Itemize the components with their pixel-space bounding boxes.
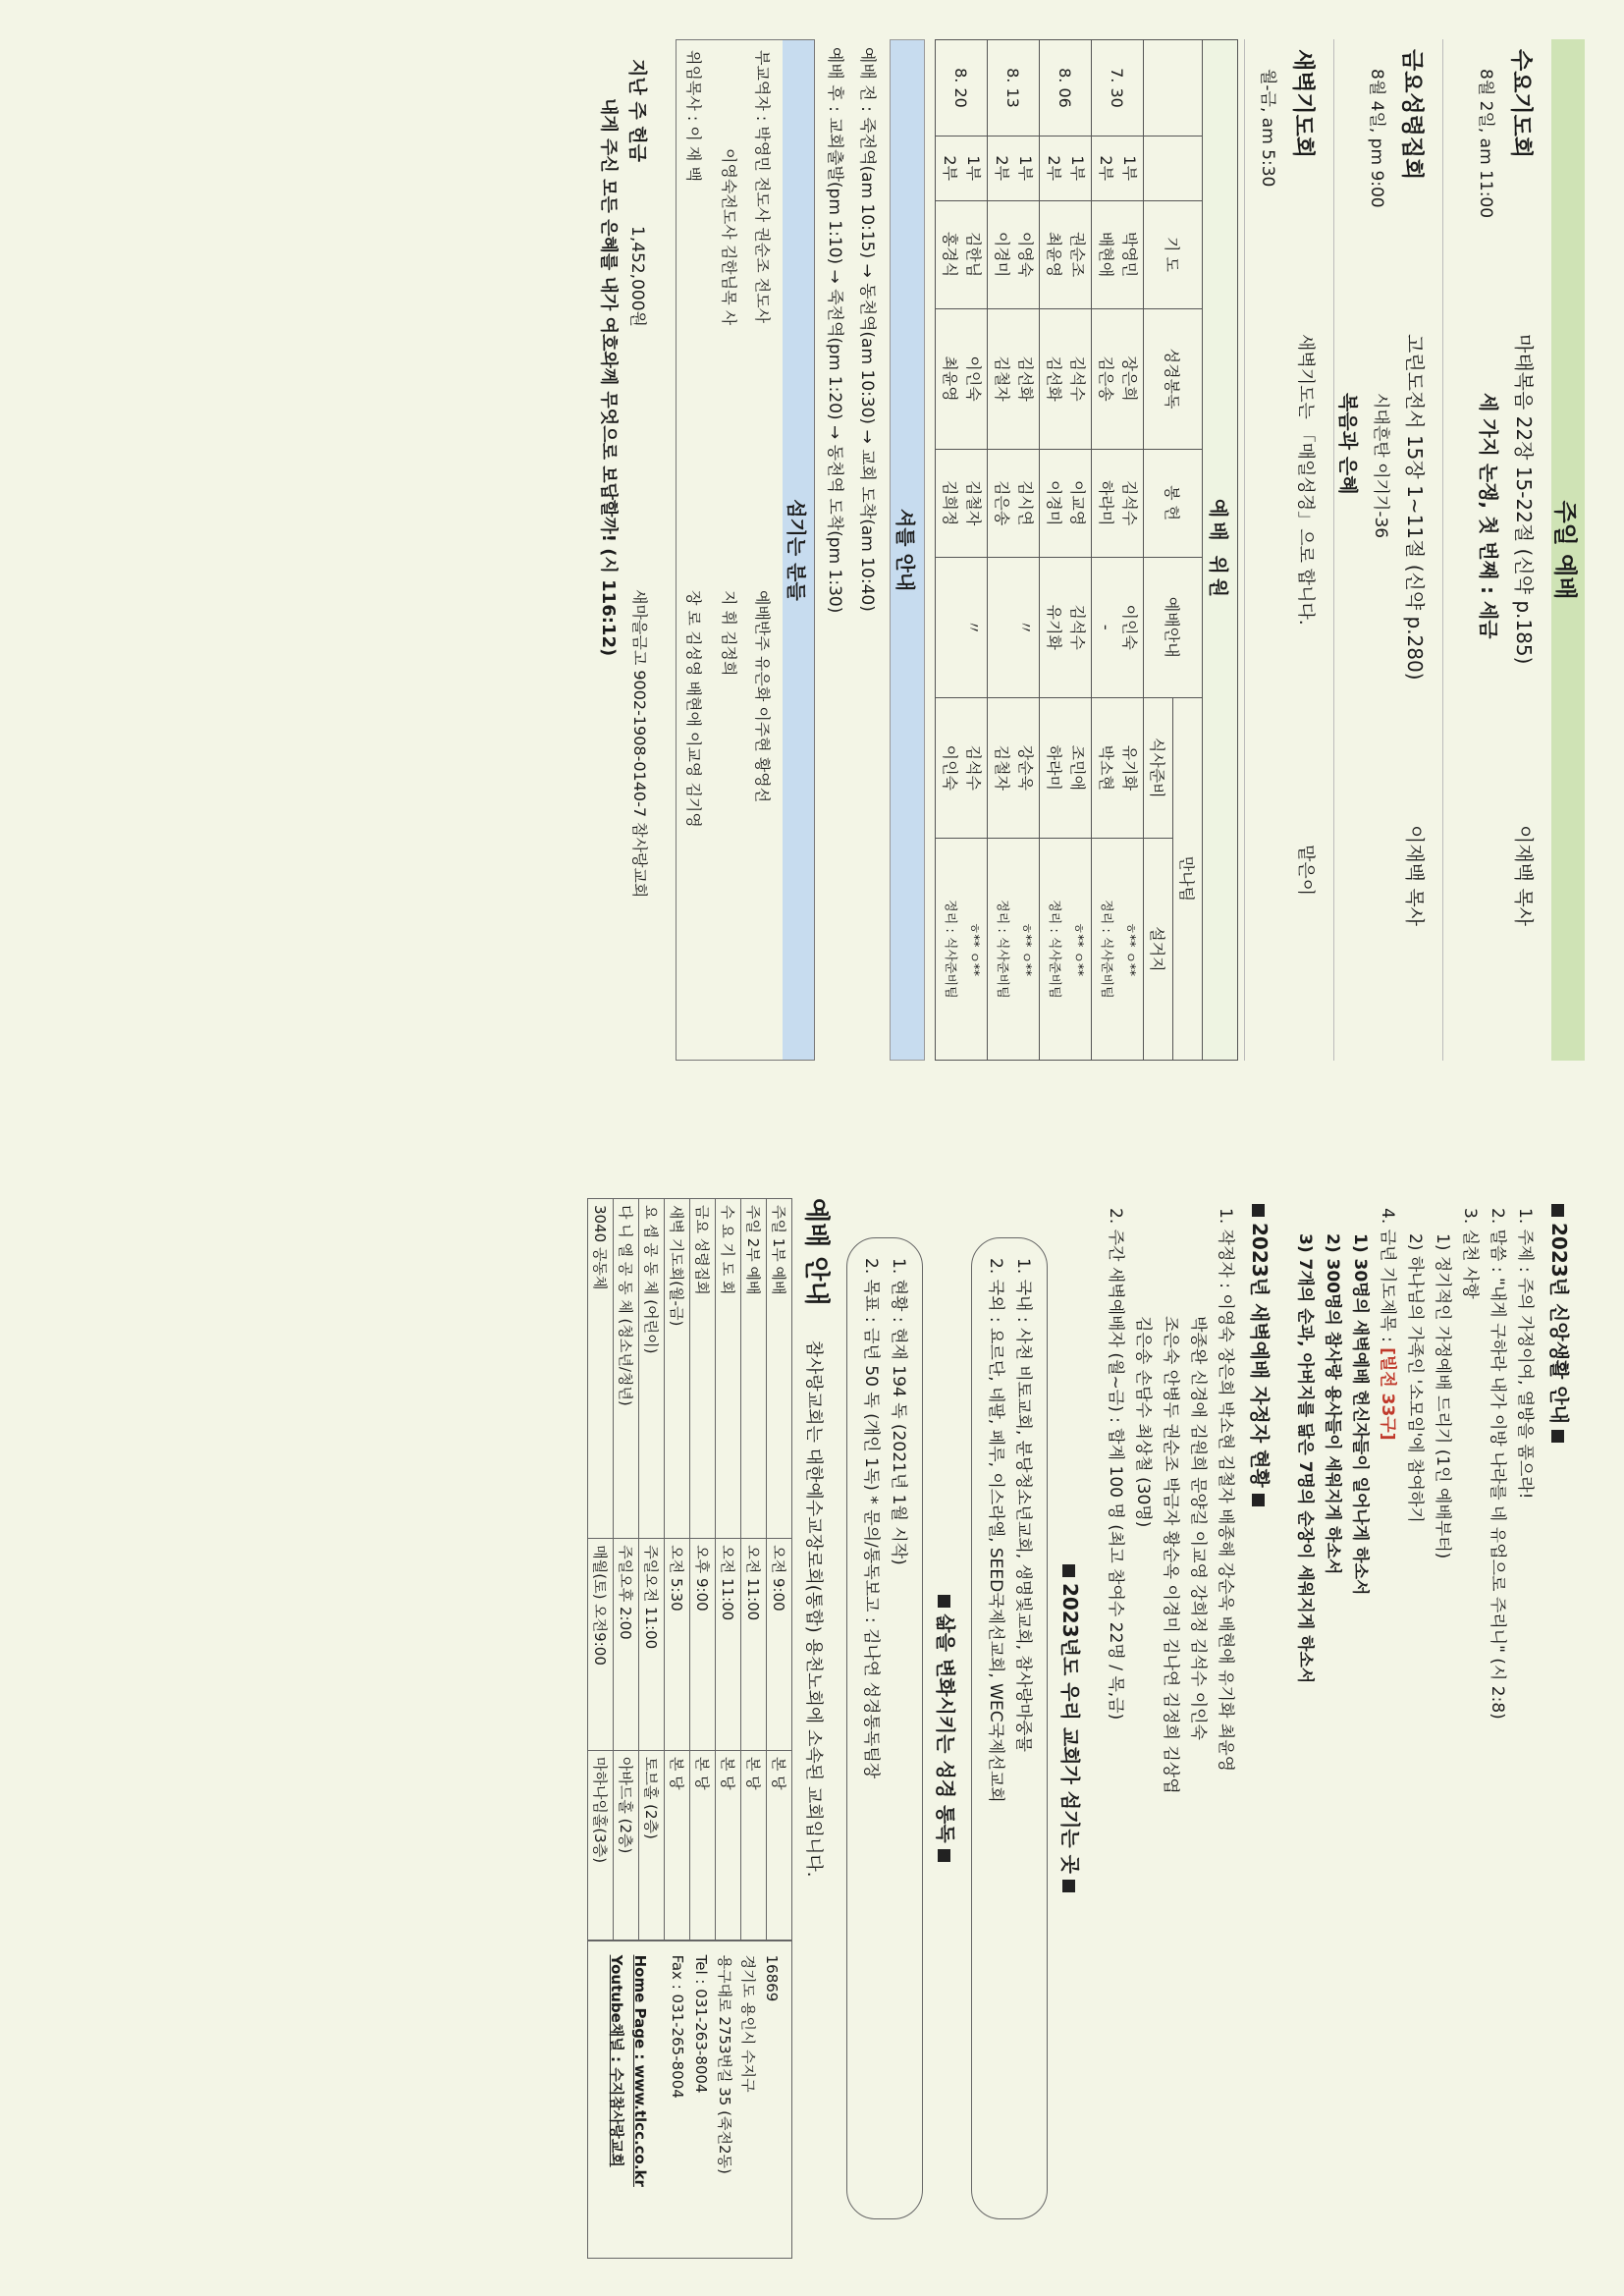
left-panel (33, 39, 1585, 1061)
duty-value: 2부 (993, 155, 1011, 182)
duty-cell-slots (988, 136, 1040, 200)
duty-value: 박소현 (1097, 744, 1115, 791)
duty-value: 장은희 (1120, 355, 1139, 402)
prayer-topic-ref: [빌전 33구] (1378, 1347, 1397, 1441)
dawn-list: 김은송 손담수 최상철 (30명) (1133, 1316, 1153, 1528)
square-bullet-icon (1062, 1880, 1075, 1892)
shuttle-after: 예배 후 : 교회출발(pm 1:10) → 죽전역(pm 1:20) → 동천역 도착(pm 1:30) (825, 47, 844, 614)
duty-row (1040, 40, 1092, 1061)
service-name: 새벽기도회 (1290, 49, 1316, 159)
servants-text: 예배반주 유은화 이주현 황영선 (753, 590, 772, 803)
duty-row (988, 40, 1040, 1061)
duty-title: 예배 위원 (1203, 40, 1238, 1061)
dawn-weekly: 2. 주간 새벽예배자 (월~금) : 합계 100 명 (최고 참여수 22명 / 목,금) (1106, 1208, 1125, 1721)
duty-value: 유기화 (1120, 744, 1139, 791)
faith-practice: 3. 실천 사항 (1460, 1208, 1480, 1299)
offering-footer (598, 39, 662, 1061)
duty-value: 김시연 (1016, 479, 1035, 526)
duty-value: 최윤영 (1045, 231, 1063, 278)
duty-cell-offering (936, 449, 988, 557)
service-time: 8월 2일, am 11:00 (1476, 69, 1495, 219)
service-time: 8월 4일, pm 9:00 (1367, 69, 1386, 208)
duty-value: 강순욱 (1016, 744, 1035, 791)
servants-header: 섬기는 분들 (783, 40, 814, 1060)
worship-row (767, 1199, 792, 1941)
worship-name: 주일 2부 예배 (741, 1199, 767, 1539)
dawn-section-title (1247, 1198, 1275, 2259)
dawn-section (1102, 1198, 1239, 2259)
preacher: 이재백 목사 (1403, 825, 1427, 926)
duty-cell-guide (988, 557, 1040, 697)
square-bullet-icon (938, 1595, 950, 1608)
duty-cell-dish (936, 838, 988, 1060)
duty-value: 김철자 (993, 355, 1011, 402)
duty-value: 이영숙 (1016, 231, 1035, 278)
bible-verse: 내게 주신 모든 은혜를 내가 여호와께 무엇으로 보답할까! (시 116:12) (598, 98, 619, 657)
duty-cell-dish (1092, 838, 1144, 1060)
duty-value: 2부 (1097, 155, 1115, 182)
worship-row (741, 1199, 767, 1941)
duty-value: 이경미 (1045, 479, 1063, 526)
square-bullet-icon (1062, 1564, 1075, 1577)
worship-place: 토브홀 (2층) (639, 1750, 665, 1940)
mission-domestic: 1. 국내 : 사천 비토교회, 분당청소년교회, 생명빛교회, 참사랑마중물 (1013, 1258, 1033, 1752)
homepage-link[interactable]: Home Page : www.tlcc.co.kr (631, 1954, 649, 2187)
square-bullet-icon (938, 1849, 950, 1862)
duty-cell-prayer (988, 200, 1040, 308)
duty-value: ㅎ** ㅇ** (1122, 921, 1137, 977)
duty-cell-guide (936, 557, 988, 697)
duty-value: ㅎ** ㅇ** (1070, 921, 1085, 977)
worship-time: 주일오후 2:00 (614, 1539, 639, 1751)
worship-place: 본 당 (767, 1750, 792, 1940)
duty-cell-offering (1040, 449, 1092, 557)
duty-date: 7. 30 (1092, 40, 1144, 137)
worship-place: 본 당 (741, 1750, 767, 1940)
duty-cell-reading (1040, 308, 1092, 449)
duty-value: 김철자 (993, 744, 1011, 791)
zip-code: 16869 (763, 1954, 781, 2002)
duty-value: 김석수 (1120, 479, 1139, 526)
duty-value (991, 560, 1012, 695)
servants-row (712, 40, 747, 1060)
square-bullet-icon (1252, 1204, 1265, 1217)
duty-value: 김석수 (964, 744, 983, 791)
worship-title: 예배 안내 (801, 1198, 831, 1306)
offering-header: 봉 헌 (1144, 449, 1203, 557)
duty-value: 김석수 (1068, 604, 1087, 650)
duty-cell-meal (1092, 697, 1144, 838)
duty-value: 정리 : 식사준비팀 (995, 900, 1009, 999)
mission-section-title (1057, 1198, 1086, 2259)
fax: Fax : 031-265-8004 (669, 1954, 686, 2099)
duty-value: 하라미 (1045, 744, 1063, 791)
duty-value: 유기화 (1045, 604, 1063, 650)
faith-word: 2. 말씀 : "내게 구하라 내가 이방 나라를 네 유업으로 주리니" (시 2:8) (1488, 1208, 1507, 1720)
address-line: 용구대로 2753번길 35 (죽전2동) (716, 1954, 733, 2174)
worship-time: 오전 11:00 (741, 1539, 767, 1751)
bible-section-title (933, 1198, 961, 2259)
shuttle-before: 예배 전 : 죽전역(am 10:15) → 동천역(am 10:30) → 교회 도착(am 10:40) (857, 47, 877, 612)
duty-value: 1부 (1016, 155, 1035, 182)
offering-total: 1,452,000원 (627, 226, 647, 327)
sermon-subtitle: 시대흔탄 이기기-36 (1371, 393, 1390, 539)
dish-header: 설거지 (1144, 838, 1173, 1060)
prayer-header: 기 도 (1144, 200, 1203, 308)
duty-cell-dish (1040, 838, 1092, 1060)
worship-guide (587, 1198, 792, 2259)
service-name: 수요기도회 (1508, 49, 1534, 159)
servants-box (676, 39, 815, 1061)
address-line: 경기도 용인시 수지구 (739, 1954, 757, 2093)
duty-value: 〃 (1016, 619, 1035, 635)
dawn-list: 1. 작정자 : 이영숙 장은희 박소현 김철자 배종해 강순욱 배현애 유기화 최윤영 (1216, 1208, 1235, 1773)
section-title: 2023년 신앙생활 안내 (1547, 1223, 1571, 1424)
duty-value (939, 560, 960, 695)
worship-time: 오전 9:00 (767, 1539, 792, 1751)
service-wednesday (1442, 39, 1551, 1061)
worship-guide-title (800, 1198, 837, 2259)
duty-cell-meal (936, 697, 988, 838)
duty-value: 정리 : 식사준비팀 (943, 900, 957, 999)
prayer-topic-item: 1) 30명의 새벽예배 헌신자들이 일어나게 하소서 (1350, 1233, 1370, 1596)
worship-subtitle: 참사랑교회는 대한예수교장로회(통합) 용천노회에 소속된 교회입니다. (803, 1339, 824, 1878)
duty-cell-prayer (1040, 200, 1092, 308)
youtube-link[interactable]: Youtube채널 : 수지참사랑교회 (608, 1954, 625, 2167)
worship-place: 마하나임홀(3층) (588, 1750, 614, 1940)
slot-header (1144, 136, 1203, 200)
section-title: 2023년도 우리 교회가 섬기는 곳 (1058, 1582, 1082, 1875)
faith-theme: 1. 주제 : 주의 가정이여, 열방을 품으라! (1515, 1208, 1535, 1500)
worship-name: 금요 성령집회 (690, 1199, 716, 1539)
faith-section-title (1546, 1198, 1575, 2259)
duty-cell-offering (1092, 449, 1144, 557)
duty-table (935, 39, 1238, 1061)
section-title: 삶을 변화시키는 성경 통독 (934, 1613, 957, 1843)
worship-name: 3040 공동체 (588, 1199, 614, 1539)
duty-value: 2부 (1045, 155, 1063, 182)
faith-section (1291, 1198, 1539, 2259)
dawn-list: 조은숙 안병두 권순조 박금자 황순옥 이경미 김나연 김정희 김상엽 (1161, 1316, 1180, 1794)
worship-row (690, 1199, 716, 1941)
duty-cell-slots (936, 136, 988, 200)
duty-cell-dish (988, 838, 1040, 1060)
worship-time: 오전 5:30 (665, 1539, 690, 1751)
bible-now: 1. 현황 : 현재 194 독 (2021년 1월 시작) (889, 1258, 908, 1565)
duty-cell-meal (988, 697, 1040, 838)
worship-name: 다 니 엘 공 동 체 (청소년/청년) (614, 1199, 639, 1539)
worship-row (614, 1199, 639, 1941)
duty-value: ㅎ** ㅇ** (966, 921, 981, 977)
duty-value: 조민애 (1068, 744, 1087, 791)
worship-place: 본 당 (665, 1750, 690, 1940)
worship-time: 매월(토) 오전9:00 (588, 1539, 614, 1751)
prayer-topic-item: 2) 300명의 참사랑 용사들이 세워지게 하소서 (1323, 1233, 1342, 1575)
servants-text: 위임목사 : 이 재 백 (684, 50, 703, 182)
worship-name: 주일 1부 예배 (767, 1199, 792, 1539)
worship-place: 본 당 (716, 1750, 741, 1940)
worship-time: 주일오전 11:00 (639, 1539, 665, 1751)
duty-value: 2부 (941, 155, 959, 182)
worship-row (716, 1199, 741, 1941)
worship-name: 새벽 기도회(월-금) (665, 1199, 690, 1539)
guide-header: 예배안내 (1144, 557, 1203, 697)
duty-value: 배현애 (1097, 231, 1115, 278)
shuttle-header: 셔틀 안내 (890, 39, 925, 1061)
duty-date: 8. 20 (936, 40, 988, 137)
duty-value: - (1097, 624, 1115, 630)
sermon-title: 세 가지 논쟁, 첫 번째 : 세금 (1477, 393, 1500, 639)
duty-value: 이인숙 (941, 744, 959, 791)
duty-cell-offering (988, 449, 1040, 557)
duty-value: 박영민 (1120, 231, 1139, 278)
scripture: 마태복음 22장 15-22절 (신약 p.185) (1512, 334, 1536, 665)
section-title: 2023년 새벽예배 자정자 현황 (1248, 1223, 1272, 1488)
bank-account: 새마을금고 9002-1908-0140-7 참사랑교회 (630, 589, 649, 899)
duty-value: 정리 : 식사준비팀 (1099, 900, 1113, 999)
duty-value: 김철자 (964, 479, 983, 526)
duty-value: 〃 (964, 619, 983, 635)
duty-value: 김은송 (993, 479, 1011, 526)
duty-value: ㅎ** ㅇ** (1018, 921, 1033, 977)
bible-box (846, 1237, 923, 2219)
duty-cell-reading (1092, 308, 1144, 449)
sermon-title: 복음과 은혜 (1336, 393, 1360, 495)
duty-value: 하라미 (1097, 479, 1115, 526)
duty-cell-prayer (1092, 200, 1144, 308)
duty-value: 1부 (1120, 155, 1139, 182)
worship-row (665, 1199, 690, 1941)
duty-value: 홍경식 (941, 231, 959, 278)
duty-value: 최윤영 (941, 355, 959, 402)
duty-row (936, 40, 988, 1061)
worship-time: 오전 11:00 (716, 1539, 741, 1751)
mission-box (971, 1237, 1048, 2219)
bible-goal: 2. 목표 : 금년 50 독 (개인 1독) * 문의/통독보고 : 김나연 성경통독팀장 (861, 1258, 881, 1779)
duty-value: 이교영 (1068, 479, 1087, 526)
prayer-topic-label: 4. 금년 기도제목 : (1378, 1208, 1397, 1342)
service-note: 새벽기도는 「매일성경」으로 합니다. (1295, 334, 1316, 626)
duty-value: 정리 : 식사준비팀 (1047, 900, 1061, 999)
service-dawn (1244, 39, 1333, 1061)
servants-row (677, 40, 712, 1060)
duty-value: 1부 (1068, 155, 1087, 182)
square-bullet-icon (1551, 1204, 1564, 1217)
service-friday (1333, 39, 1442, 1061)
servants-row (747, 40, 783, 1060)
phone: Tel : 031-263-8004 (692, 1954, 710, 2094)
servants-text: 이영숙전도사 김한님목 사 (720, 148, 738, 326)
worship-place: 본 당 (690, 1750, 716, 1940)
meal-header: 식사준비 (1144, 697, 1173, 838)
prayer-topic-item: 3) 7개의 순과, 아버지를 닮은 7명의 순장이 세워지게 하소서 (1295, 1233, 1315, 1684)
worship-row (639, 1199, 665, 1941)
practice-item: 1) 정기적인 가정예배 드리기 (1인 예배부터) (1433, 1233, 1452, 1559)
date-header (1144, 40, 1203, 137)
duty-date: 8. 13 (988, 40, 1040, 137)
duty-value: 김석수 (1068, 355, 1087, 402)
duty-date: 8. 06 (1040, 40, 1092, 137)
duty-cell-prayer (936, 200, 988, 308)
servants-text: 지 휘 김정희 (720, 590, 738, 677)
worship-name: 수 요 기 도 회 (716, 1199, 741, 1539)
servants-text: 장 로 김성영 배현애 이교영 김기영 (684, 590, 703, 828)
offering-label: 지난 주 헌금 (626, 59, 648, 162)
duty-cell-guide (1040, 557, 1092, 697)
worship-rows (588, 1199, 792, 1941)
preacher: 이재백 목사 (1512, 825, 1536, 926)
section-title: 주일 예배 (1551, 500, 1580, 600)
square-bullet-icon (1252, 1494, 1265, 1506)
scripture: 고린도전서 15장 1~11절 (신약 p.280) (1403, 334, 1427, 681)
service-name: 금요성령집회 (1399, 49, 1425, 181)
worship-place: 아바드홀 (2층) (614, 1750, 639, 1940)
duty-value: 김희정 (941, 479, 959, 526)
worship-time: 오후 9:00 (690, 1539, 716, 1751)
duty-value: 이인숙 (1120, 604, 1139, 650)
duty-value: 이인숙 (964, 355, 983, 402)
dawn-list: 박종완 신경애 김원희 문양길 이교영 강희정 김석수 이인숙 (1188, 1316, 1208, 1740)
prayer-topic (1374, 1208, 1401, 2259)
reading-header: 성경봉독 (1144, 308, 1203, 449)
duty-value: 김은송 (1097, 355, 1115, 402)
practice-item: 2) 하나님의 가족인 '소모임'에 참여하기 (1405, 1233, 1425, 1523)
mannatim-header: 만나팀 (1173, 697, 1203, 1060)
worship-name: 요 셉 공 동 체 (어린이) (639, 1199, 665, 1539)
duty-value: 1부 (964, 155, 983, 182)
duty-cell-guide (1092, 557, 1144, 697)
sunday-worship-header (1551, 39, 1585, 1061)
duty-cell-reading (988, 308, 1040, 449)
duty-cell-reading (936, 308, 988, 449)
worship-row (588, 1199, 614, 1941)
right-panel (33, 1198, 1585, 2259)
duty-cell-slots (1040, 136, 1092, 200)
worship-table (587, 1198, 792, 1941)
duty-value: 김한님 (964, 231, 983, 278)
service-time: 월-금, am 5:30 (1258, 69, 1277, 188)
preacher: 맡은이 (1295, 845, 1316, 897)
duty-value: 권순조 (1068, 231, 1087, 278)
duty-value: 김선화 (1016, 355, 1035, 402)
duty-value: 이경미 (993, 231, 1011, 278)
servants-text: 부교역자 : 박영민 전도사 권순조 전도사 (753, 50, 772, 324)
contact-box (587, 1941, 792, 2259)
duty-row (1092, 40, 1144, 1061)
square-bullet-icon (1551, 1430, 1564, 1443)
duty-cell-slots (1092, 136, 1144, 200)
mission-overseas: 2. 국외 : 요르단, 네팔, 페루, 이스라엘, SEED국제선교회, WEC국제선교회 (986, 1258, 1005, 1803)
duty-value: 김선화 (1045, 355, 1063, 402)
duty-cell-meal (1040, 697, 1092, 838)
duty-rows (936, 40, 1144, 1061)
